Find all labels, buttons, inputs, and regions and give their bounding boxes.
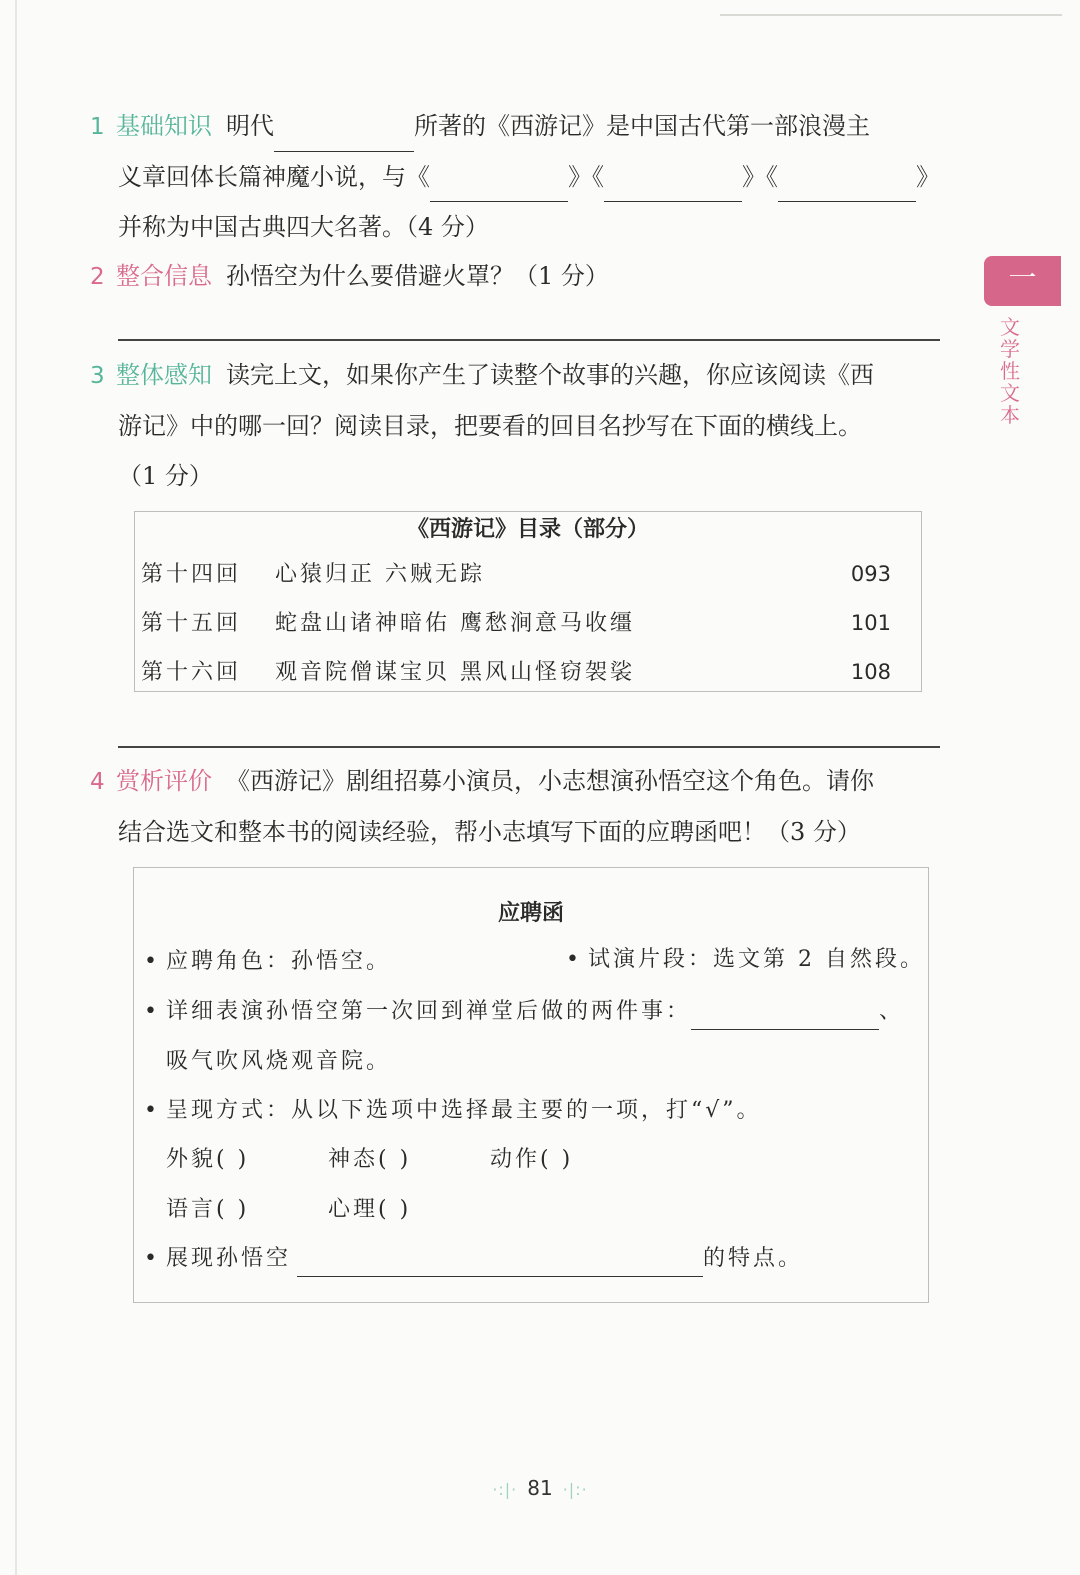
answer-blank[interactable] xyxy=(274,120,414,152)
q3-text: 读完上文，如果你产生了读整个故事的兴趣，你应该阅读《西 xyxy=(226,361,874,389)
question-2 xyxy=(90,251,950,302)
answer-blank[interactable] xyxy=(297,1247,703,1277)
footer-decoration: ·|:· xyxy=(562,1480,588,1499)
toc-row xyxy=(135,648,921,697)
form-row-role xyxy=(144,944,391,980)
q1-text: 明代 xyxy=(226,112,274,140)
option-appearance[interactable]: 外貌( ) xyxy=(166,1147,250,1172)
role-text: 应聘角色：孙悟空。 xyxy=(166,949,392,974)
q4-text: 结合选文和整本书的阅读经验，帮小志填写下面的应聘函吧！（3 分） xyxy=(118,818,861,846)
answer-blank[interactable] xyxy=(604,170,742,202)
form-row-show xyxy=(144,1241,803,1277)
question-category: 整合信息 xyxy=(116,262,212,290)
toc-page: 093 xyxy=(850,562,891,586)
toc-row xyxy=(135,550,921,599)
toc-chapter: 第十四回 xyxy=(141,562,242,587)
option-language[interactable]: 语言( ) xyxy=(166,1197,250,1222)
q1-text: 并称为中国古典四大名著。（4 分） xyxy=(118,213,489,241)
toc-title-text: 蛇盘山诸神暗佑 鹰愁涧意马收缰 xyxy=(275,611,635,636)
segment-text: 试演片段：选文第 2 自然段。 xyxy=(588,947,925,972)
q1-text: 所著的《西游记》是中国古代第一部浪漫主 xyxy=(414,112,870,140)
question-1 xyxy=(90,101,950,252)
method-text: 呈现方式：从以下选项中选择最主要的一项，打“√”。 xyxy=(166,1098,762,1123)
option-psychology[interactable]: 心理( ) xyxy=(328,1197,412,1222)
question-number: 2 xyxy=(90,264,105,290)
show-end: 的特点。 xyxy=(703,1246,804,1271)
form-title: 应聘函 xyxy=(497,901,564,926)
toc-title-text: 观音院僧谋宝贝 黑风山怪窃袈裟 xyxy=(275,660,635,685)
bullet: • xyxy=(566,947,579,972)
q1-close: 》 xyxy=(916,163,940,191)
toc-chapter: 第十六回 xyxy=(141,660,242,685)
question-number: 3 xyxy=(90,363,105,389)
application-form xyxy=(133,867,929,1303)
detail-end: 、 xyxy=(879,999,905,1024)
bullet: • xyxy=(144,1098,157,1123)
question-category: 整体感知 xyxy=(116,361,212,389)
form-row-detail2 xyxy=(166,1044,391,1080)
unit-label: 文学性文本 xyxy=(1000,315,1020,427)
form-row-method xyxy=(144,1093,762,1129)
toc-chapter: 第十五回 xyxy=(141,611,242,636)
question-3 xyxy=(90,350,950,501)
bullet: • xyxy=(144,1246,157,1271)
bullet: • xyxy=(144,949,157,974)
answer-line[interactable] xyxy=(118,746,940,748)
question-number: 1 xyxy=(90,114,105,140)
q4-text: 《西游记》剧组招募小演员，小志想演孙悟空这个角色。请你 xyxy=(226,767,874,795)
detail-text: 详细表演孙悟空第一次回到禅堂后做的两件事： xyxy=(166,999,692,1024)
question-category: 基础知识 xyxy=(116,112,212,140)
page-footer xyxy=(0,1476,1080,1500)
form-row-options-2 xyxy=(166,1192,490,1228)
answer-blank[interactable] xyxy=(430,170,568,202)
toc-title-text: 心猿归正 六贼无踪 xyxy=(275,562,485,587)
option-expression[interactable]: 神态( ) xyxy=(328,1147,412,1172)
answer-blank[interactable] xyxy=(778,170,916,202)
form-row-options-1 xyxy=(166,1142,652,1178)
toc-box xyxy=(134,511,922,692)
q1-separator: 》《 xyxy=(568,163,604,191)
page-number: 81 xyxy=(527,1476,553,1500)
q1-separator: 》《 xyxy=(742,163,778,191)
toc-title: 《西游记》目录（部分） xyxy=(406,517,649,542)
option-action[interactable]: 动作( ) xyxy=(490,1147,574,1172)
form-row-segment xyxy=(566,942,925,978)
detail-text-2: 吸气吹风烧观音院。 xyxy=(166,1049,392,1074)
unit-tab: 一 xyxy=(984,256,1061,306)
toc-page: 101 xyxy=(850,611,891,635)
answer-blank[interactable] xyxy=(691,1000,879,1030)
question-number: 4 xyxy=(90,769,105,795)
q2-text: 孙悟空为什么要借避火罩？（1 分） xyxy=(226,262,609,290)
page-edge-rule xyxy=(15,0,17,1575)
q1-text: 义章回体长篇神魔小说，与《 xyxy=(118,163,430,191)
toc-page: 108 xyxy=(850,660,891,684)
show-text: 展现孙悟空 xyxy=(166,1246,292,1271)
q3-text: 游记》中的哪一回？阅读目录，把要看的回目名抄写在下面的横线上。 xyxy=(118,412,862,440)
question-4 xyxy=(90,756,950,857)
toc-row xyxy=(135,599,921,648)
q3-text: （1 分） xyxy=(118,462,213,490)
answer-line[interactable] xyxy=(118,339,940,341)
question-category: 赏析评价 xyxy=(116,767,212,795)
form-row-detail xyxy=(144,994,904,1030)
top-rule xyxy=(720,14,1062,16)
bullet: • xyxy=(144,999,157,1024)
footer-decoration: ·:|· xyxy=(492,1480,518,1499)
